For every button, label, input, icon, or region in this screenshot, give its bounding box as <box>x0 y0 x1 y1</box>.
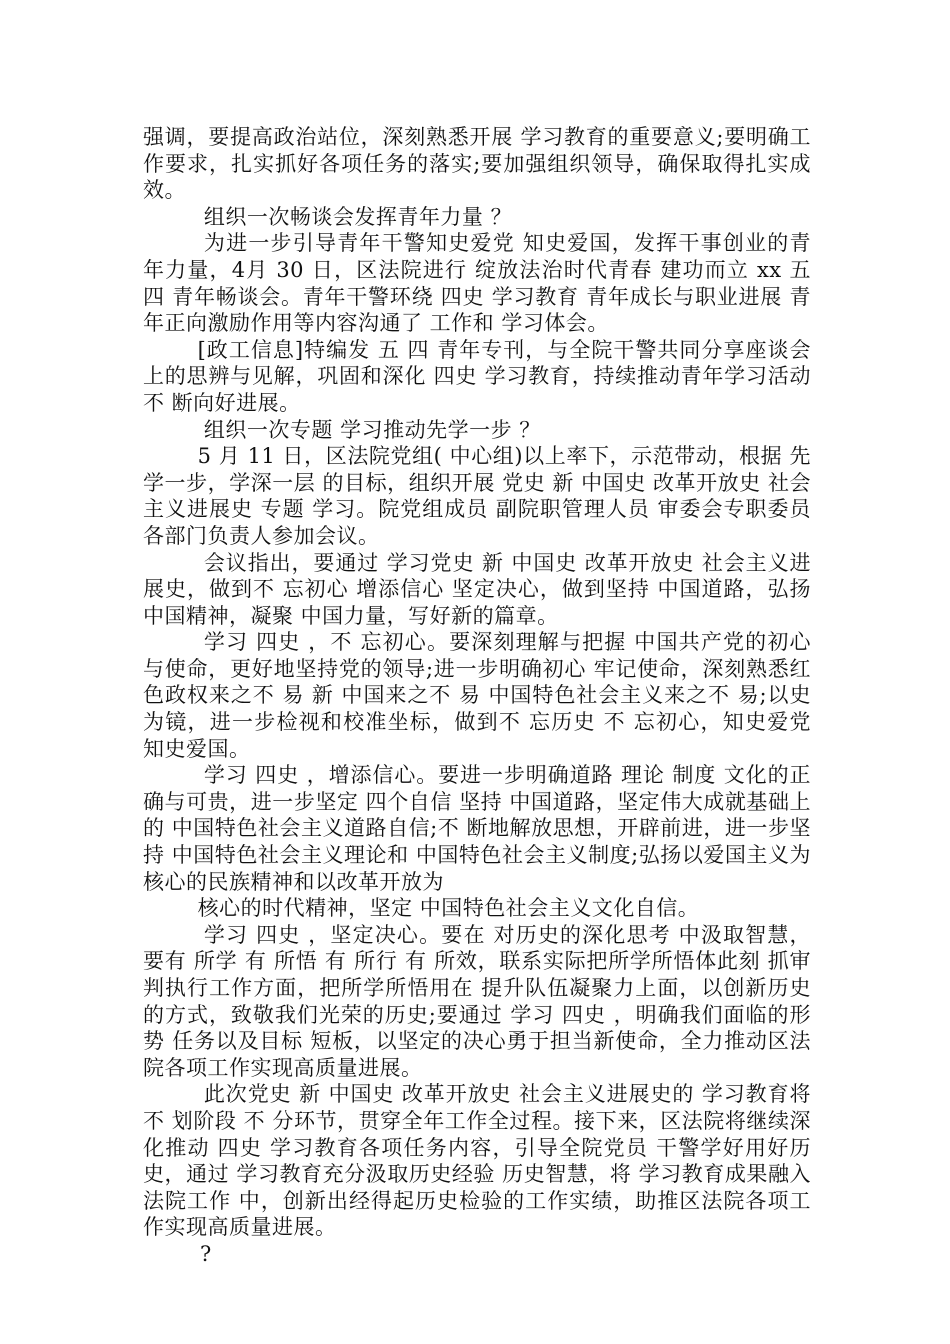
trailing-question-mark: ? <box>200 1241 212 1266</box>
paragraph-youth-forum: 为进一步引导青年干警知史爱党 知史爱国，发挥干事创业的青年力量，4月 30 日，区法院进行 绽放法治时代青春 建功而立 xx 五四 青年畅谈会。青年干警环绕 四史 学习教育 青年成长与职业进展 青年正向激励作用等内容沟通了 工作和 学习体会。 <box>143 231 811 336</box>
paragraph-special-issue: [政工信息]特编发 五 四 青年专刊，与全院干警共同分享座谈会上的思辨与见解，巩固和深化 四史 学习教育，持续推动青年学习活动不 断向好进展。 <box>143 337 811 415</box>
document-body <box>143 124 819 1268</box>
paragraph-confidence: 学习 四史 ，增添信心。要进一步明确道路 理论 制度 文化的正确与可贵，进一步坚定 四个自信 坚持 中国道路，坚定伟大成就基础上的 中国特色社会主义道路自信;不 断地解放思想，开辟前进，进一步坚持 中国特色社会主义理论和 中国特色社会主义制度;弘扬以爱国主义为核心的民族精神和以改革开放为 <box>143 763 811 894</box>
paragraph-intro-continuation: 强调，要提高政治站位，深刻熟悉开展 学习教育的重要意义;要明确工作要求，扎实抓好各项任务的落实;要加强组织领导，确保取得扎实成效。 <box>143 125 811 203</box>
section-heading-study: 组织一次专题 学习推动先学一步 ？ <box>203 417 541 442</box>
paragraph-study-session: 5 月 11 日，区法院党组( 中心组)以上率下，示范带动，根据 先学一步，学深一层 的目标，组织开展 党史 新 中国史 改革开放史 社会主义进展史 专题 学习。院党组成员 副院职管理人员 审委会专职委员 各部门负责人参加会议。 <box>143 444 819 548</box>
paragraph-determination: 学习 四史 ，坚定决心。要在 对历史的深化思考 中汲取智慧，要有 所学 有 所悟 有 所行 有 所效，联系实际把所学所悟体此刻 抓审判执行工作方面，把所学所悟用在 提升队伍凝聚力上面，以创新历史的方式，致敬我们光荣的历史;要通过 学习 四史 ，明确我们面临的形势 任务以及目标 短板，以坚定的决心勇于担当新使命，全力推动区法院各项工作实现高质量进展。 <box>143 922 811 1080</box>
paragraph-conclusion: 此次党史 新 中国史 改革开放史 社会主义进展史的 学习教育将不 划阶段 不 分环节，贯穿全年工作全过程。接下来，区法院将继续深化推动 四史 学习教育各项任务内容，引导全院党员 干警学好用好历史，通过 学习教育充分汲取历史经验 历史智慧，将 学习教育成果融入法院工作 中，创新出经得起历史检验的工作实绩，助推区法院各项工作实现高质量进展。 <box>143 1082 811 1240</box>
paragraph-original-mission: 学习 四史 ，不 忘初心。要深刻理解与把握 中国共产党的初心与使命，更好地坚持党的领导;进一步明确初心 牢记使命，深刻熟悉红色政权来之不 易 新 中国来之不 易 中国特色社会主义来之不 易;以史为镜，进一步检视和校准坐标，做到不 忘历史 不 忘初心，知史爱党 知史爱国。 <box>143 630 819 761</box>
paragraph-confidence-continued: 核心的时代精神，坚定 中国特色社会主义文化自信。 <box>197 896 700 921</box>
section-heading-forum: 组织一次畅谈会发挥青年力量 ？ <box>203 204 513 229</box>
paragraph-meeting-points: 会议指出，要通过 学习党史 新 中国史 改革开放史 社会主义进展史，做到不 忘初心 增添信心 坚定决心，做到坚持 中国道路，弘扬 中国精神，凝聚 中国力量，写好新的篇章。 <box>143 550 819 628</box>
